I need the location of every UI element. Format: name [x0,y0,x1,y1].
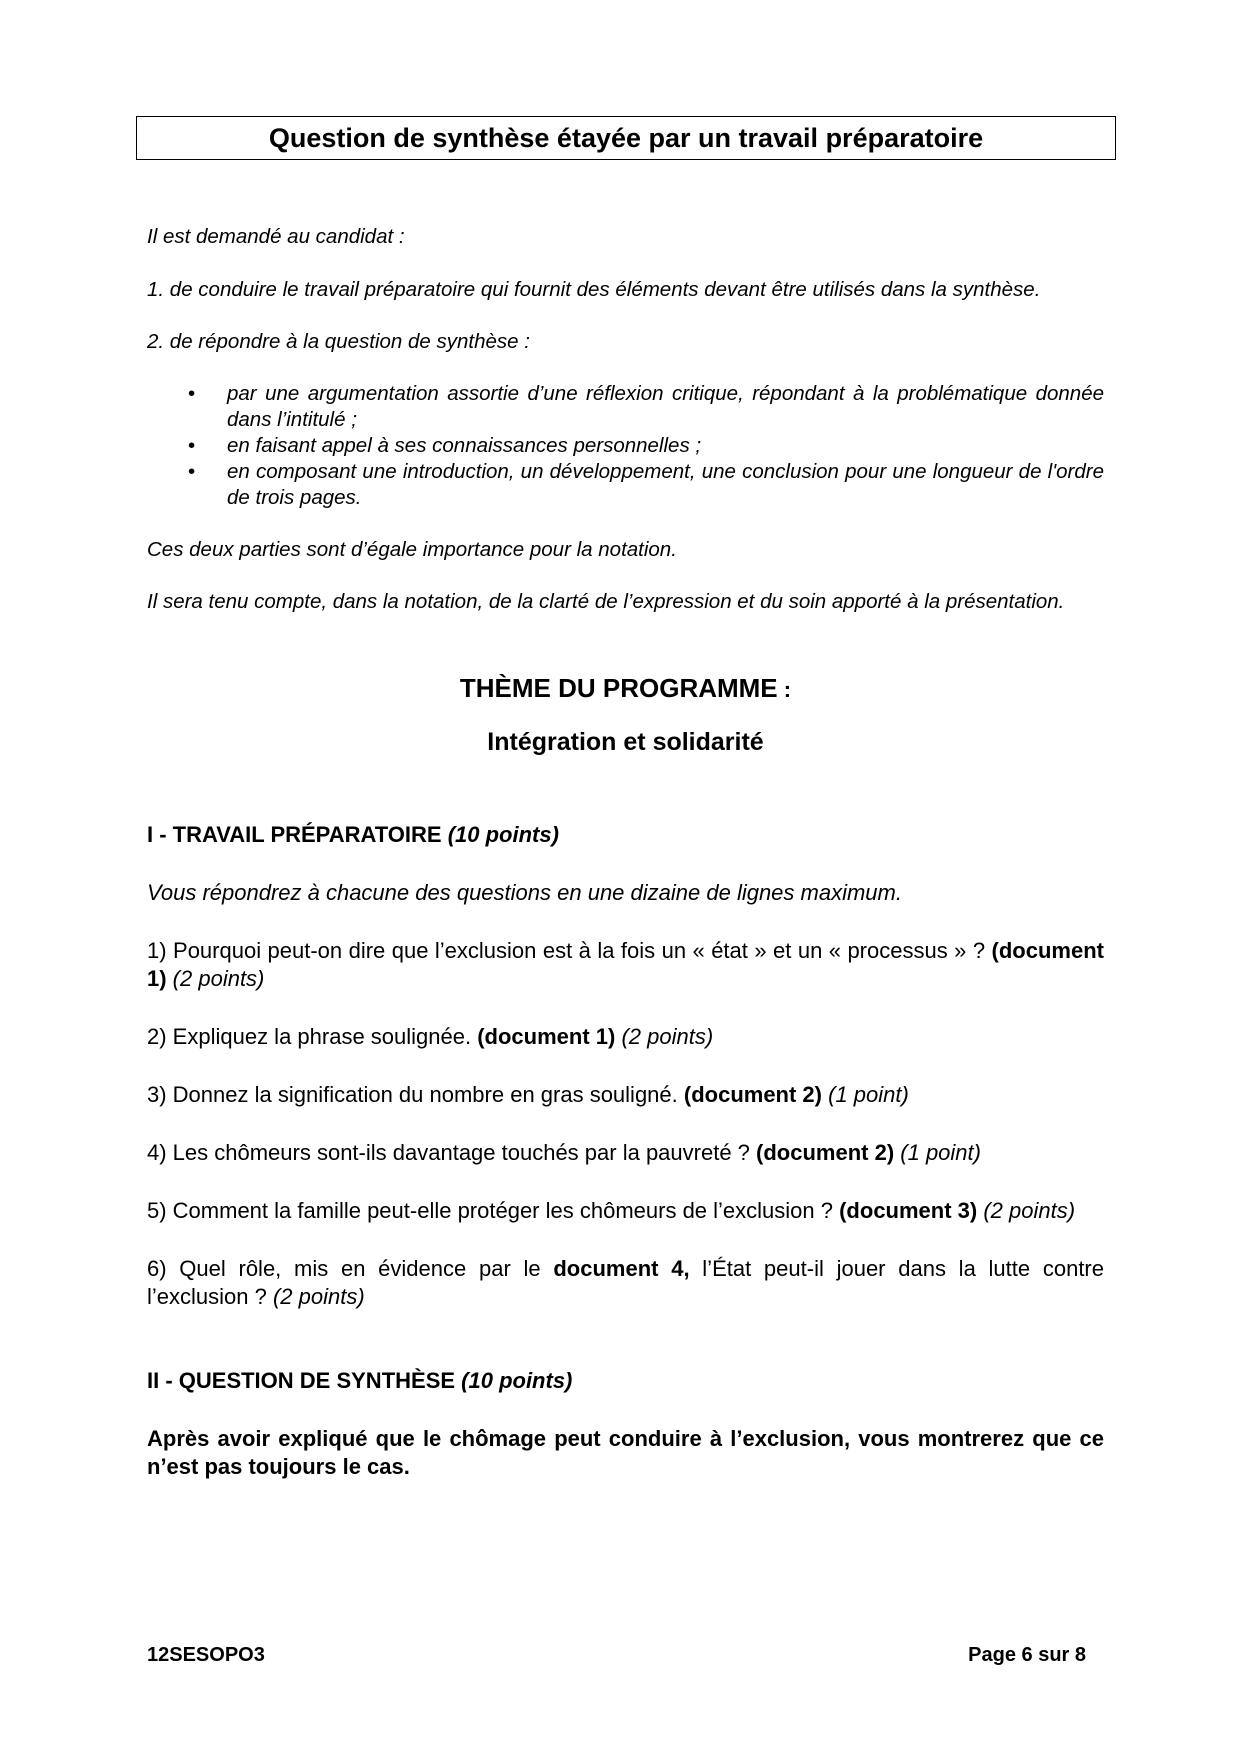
section-2-title: II - QUESTION DE SYNTHÈSE [147,1368,462,1393]
page-content [147,224,1104,1481]
question-points: (1 point) [822,1082,909,1107]
question-1 [147,937,1104,993]
theme-label: THÈME DU PROGRAMME [459,673,778,703]
question-3 [147,1081,1104,1109]
question-text: 2) Expliquez la phrase soulignée. [147,1024,478,1049]
instructions-note-2: Il sera tenu compte, dans la notation, de la clarté de l’expression et du soin apporté à la présentation. [147,590,1065,613]
section-2-points: (10 points) [461,1368,573,1393]
section-1-points: (10 points) [447,822,559,847]
document-title-box [136,116,1116,160]
bullet-item: • en faisant appel à ses connaissances personnelles ; [147,433,1104,459]
question-5 [147,1197,1104,1225]
question-document-ref: (document 3) [839,1198,978,1223]
instructions-note-1: Ces deux parties sont d’égale importance pour la notation. [147,538,677,561]
question-points: (2 points) [166,966,265,991]
question-points: (2 points) [272,1284,365,1309]
question-text-after: l’État peut-il jouer dans la lutte contre l’exclusion ? [147,1256,1104,1309]
section-2-heading [147,1367,1104,1395]
instructions-item-2: 2. de répondre à la question de synthèse : [147,330,530,353]
question-4 [147,1139,1104,1167]
question-document-ref: document 4, [553,1256,690,1281]
theme-heading [147,673,1104,705]
question-text: 3) Donnez la signification du nombre en gras souligné. [147,1082,684,1107]
question-document-ref: (document 2) [683,1082,822,1107]
footer-code: 12SESOPO3 [147,1644,265,1666]
theme-name: Intégration et solidarité [487,728,764,756]
question-points: (1 point) [894,1140,981,1165]
instructions-item-1: 1. de conduire le travail préparatoire qui fournit des éléments devant être utilisés dans la synthèse. [147,278,1041,301]
synthesis-question: Après avoir expliqué que le chômage peut conduire à l’exclusion, vous montrerez que ce n’est pas toujours le cas. [147,1426,1104,1479]
instructions-bullet-list [147,381,1104,511]
question-points: (2 points) [977,1198,1076,1223]
question-text: 4) Les chômeurs sont-ils davantage touchés par la pauvreté ? [147,1140,757,1165]
question-document-ref: (document 1) [477,1024,616,1049]
section-1-title: I - TRAVAIL PRÉPARATOIRE [147,822,448,847]
question-document-ref: (document 1) [147,938,1104,991]
instructions-intro: Il est demandé au candidat : [147,225,405,248]
question-text-before: 6) Quel rôle, mis en évidence par le [147,1256,554,1281]
question-text: 1) Pourquoi peut-on dire que l’exclusion est à la fois un « état » et un « processus » ? [147,938,992,963]
question-points: (2 points) [615,1024,714,1049]
section-1-intro: Vous répondrez à chacune des questions en une dizaine de lignes maximum. [147,880,902,905]
section-1-heading [147,821,1104,849]
document-title: Question de synthèse étayée par un travail préparatoire [268,122,984,153]
question-2 [147,1023,1104,1051]
bullet-item: • en composant une introduction, un développement, une conclusion pour une longueur de l'ordre de trois pages. [147,459,1104,511]
footer-page-number: Page 6 sur 8 [968,1644,1086,1666]
question-6 [147,1255,1104,1311]
bullet-item: • par une argumentation assortie d’une réflexion critique, répondant à la problématique donnée dans l’intitulé ; [147,381,1104,433]
question-text: 5) Comment la famille peut-elle protéger les chômeurs de l’exclusion ? [147,1198,840,1223]
question-document-ref: (document 2) [756,1140,895,1165]
theme-colon: : [777,677,792,702]
